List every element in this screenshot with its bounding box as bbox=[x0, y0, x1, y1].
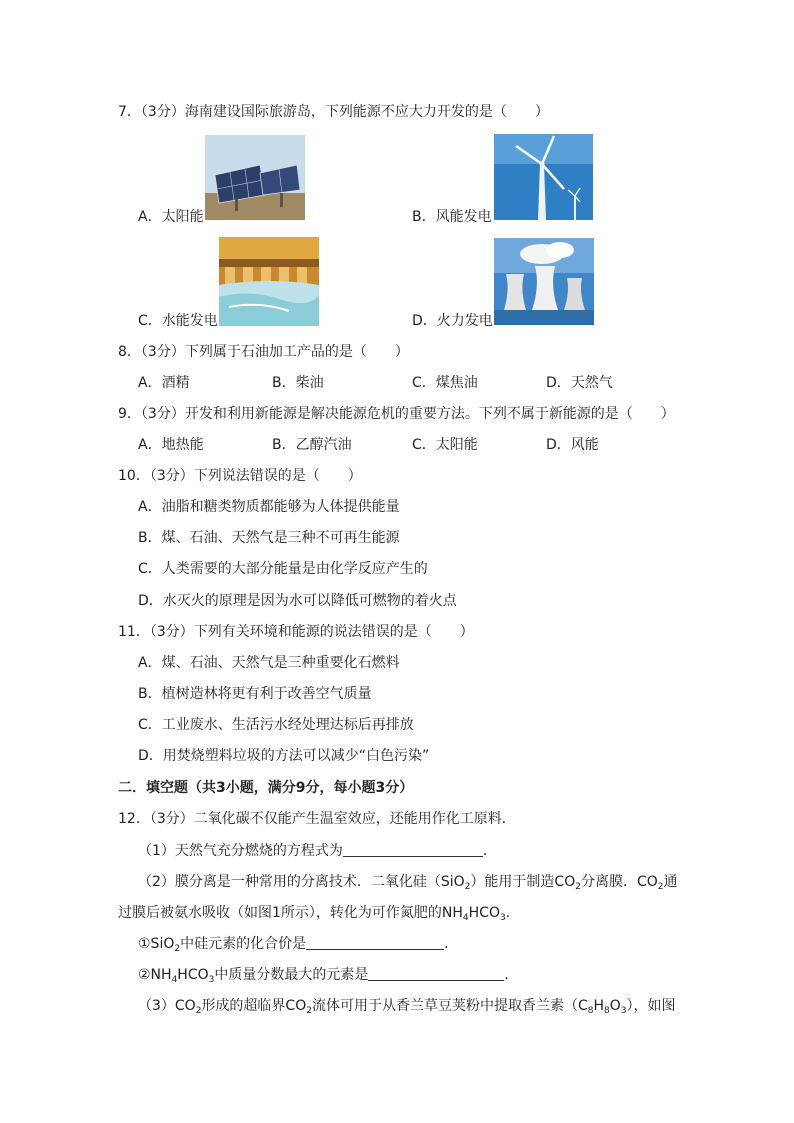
q12-sub2-text-c: 中质量分数最大的元素是 bbox=[214, 967, 369, 983]
answer-blank-3[interactable] bbox=[368, 966, 504, 981]
q12-part3-text-c: 流体可用于从香兰草豆荚粉中提取香兰素（C bbox=[311, 998, 588, 1014]
subscript: 3 bbox=[620, 1006, 627, 1016]
answer-blank-2[interactable] bbox=[306, 935, 444, 950]
q9-option-b: B．乙醇汽油 bbox=[272, 437, 352, 453]
q11-option-d: D．用焚烧塑料垃圾的方法可以减少“白色污染” bbox=[138, 748, 430, 764]
q7-option-a: A．太阳能 bbox=[138, 209, 204, 225]
subscript: 2 bbox=[306, 1006, 312, 1016]
q11-option-b: B．植树造林将更有利于改善空气质量 bbox=[138, 686, 372, 702]
q8-stem: 8．（3分）下列属于石油加工产品的是（ ） bbox=[118, 344, 409, 360]
q12-sub1-text-b: 中硅元素的化合价是 bbox=[180, 936, 307, 952]
q12-part2-text-b: ）能用于制造CO bbox=[470, 874, 576, 890]
q10-option-c: C．人类需要的大部分能量是由化学反应产生的 bbox=[138, 561, 428, 577]
subscript: 2 bbox=[657, 882, 664, 892]
subscript: 2 bbox=[195, 1006, 202, 1016]
q12-sub2 bbox=[138, 965, 518, 985]
q12-sub1-end: ． bbox=[444, 936, 459, 952]
q12-sub1-text-a: ①SiO bbox=[138, 936, 175, 952]
q12-part1 bbox=[138, 841, 497, 861]
q8-option-a: A．酒精 bbox=[138, 375, 190, 391]
q9-option-c: C．太阳能 bbox=[412, 437, 478, 453]
subscript: 3 bbox=[208, 975, 215, 985]
q12-part2-text-a: （2）膜分离是一种常用的分离技术．二氧化硅（SiO bbox=[138, 874, 465, 890]
q12-sub2-text-a: ②NH bbox=[138, 967, 172, 983]
solar-panels-icon bbox=[205, 135, 305, 220]
q12-sub1 bbox=[138, 934, 458, 954]
q12-sub2-text-b: HCO bbox=[177, 967, 209, 983]
q7-option-b: B．风能发电 bbox=[412, 209, 492, 225]
q8-option-d: D．天然气 bbox=[546, 375, 613, 391]
q9-stem: 9．（3分）开发和利用新能源是解决能源危机的重要方法。下列不属于新能源的是（ ） bbox=[118, 406, 675, 422]
q12-part3-text-f: ），如图 bbox=[626, 998, 676, 1014]
q12-part3-text-a: （3）CO bbox=[138, 998, 196, 1014]
q7-option-d: D．火力发电 bbox=[412, 313, 493, 329]
wind-turbine-icon bbox=[494, 134, 593, 220]
q12-part1-end: ． bbox=[482, 843, 497, 859]
q10-option-b: B．煤、石油、天然气是三种不可再生能源 bbox=[138, 530, 400, 546]
q7-stem: 7．（3分）海南建设国际旅游岛，下列能源不应大力开发的是（ ） bbox=[118, 104, 549, 120]
q12-stem: 12．（3分）二氧化碳不仅能产生温室效应，还能用作化工原料． bbox=[118, 811, 516, 827]
q12-part2-text-c: 分离膜．CO bbox=[580, 874, 658, 890]
q7-option-c: C．水能发电 bbox=[138, 313, 218, 329]
q12-sub2-end: ． bbox=[504, 967, 519, 983]
subscript: 2 bbox=[174, 944, 181, 954]
q11-option-a: A．煤、石油、天然气是三种重要化石燃料 bbox=[138, 655, 400, 671]
subscript: 2 bbox=[575, 882, 581, 892]
subscript: 4 bbox=[171, 975, 178, 985]
q12-part3-text-e: O bbox=[609, 998, 621, 1014]
answer-blank-1[interactable] bbox=[343, 842, 483, 857]
cooling-towers-icon bbox=[494, 238, 594, 325]
q12-part2-text-d: 通 bbox=[663, 874, 678, 890]
q12-part1-text: （1）天然气充分燃烧的方程式为 bbox=[138, 843, 343, 859]
q12-part3-text-d: H bbox=[593, 998, 605, 1014]
q10-stem: 10．（3分）下列说法错误的是（ ） bbox=[118, 468, 362, 484]
q9-option-a: A．地热能 bbox=[138, 437, 204, 453]
q9-option-d: D．风能 bbox=[546, 437, 599, 453]
q12-part3-text-b: 形成的超临界CO bbox=[201, 998, 307, 1014]
q11-option-c: C．工业废水、生活污水经处理达标后再排放 bbox=[138, 717, 414, 733]
q8-option-b: B．柴油 bbox=[272, 375, 324, 391]
subscript: 2 bbox=[464, 882, 471, 892]
q12-part2-text-f: HCO bbox=[468, 905, 500, 921]
q12-part3 bbox=[138, 996, 676, 1016]
q12-part2-text-g: ． bbox=[505, 905, 520, 921]
q12-part2-line2 bbox=[118, 903, 520, 923]
q11-stem: 11．（3分）下列有关环境和能源的说法错误的是（ ） bbox=[118, 624, 474, 640]
q10-option-d: D．水灭火的原理是因为水可以降低可燃物的着火点 bbox=[138, 593, 457, 609]
q12-part2-line1 bbox=[138, 872, 678, 892]
section-heading: 二．填空题（共3小题，满分9分，每小题3分） bbox=[118, 780, 414, 796]
q8-option-c: C．煤焦油 bbox=[412, 375, 478, 391]
q10-option-a: A．油脂和糖类物质都能够为人体提供能量 bbox=[138, 499, 400, 515]
q12-part2-text-e: 过膜后被氨水吸收（如图1所示），转化为可作氮肥的NH bbox=[118, 905, 463, 921]
subscript: 3 bbox=[499, 913, 506, 923]
subscript: 8 bbox=[587, 1006, 594, 1016]
subscript: 8 bbox=[604, 1006, 610, 1016]
hydropower-dam-icon bbox=[219, 237, 319, 326]
subscript: 4 bbox=[462, 913, 469, 923]
